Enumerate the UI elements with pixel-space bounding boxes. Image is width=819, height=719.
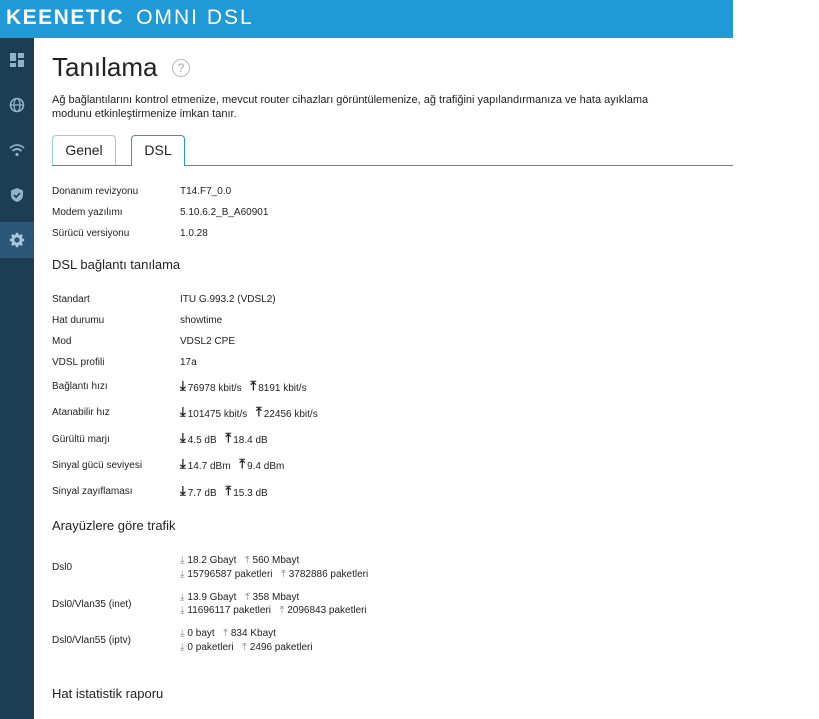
traffic-section-title: Arayüzlere göre trafik (52, 518, 176, 533)
info-label: Donanım revizyonu (52, 186, 139, 197)
traffic-interface-label: Dsl0/Vlan35 (inet) (52, 599, 132, 610)
upload-arrow-icon: ⤒ (281, 569, 286, 580)
info-value: T14.F7_0.0 (180, 186, 232, 197)
download-arrow-icon: ⤓ (180, 404, 186, 419)
download-arrow-icon: ⤓ (180, 456, 186, 471)
download-arrow-icon: ⤓ (180, 378, 186, 393)
upload-arrow-icon: ⤒ (279, 605, 285, 616)
traffic-bytes: ⤓ 13.9 Gbayt ⤒ 358 Mbayt (180, 592, 300, 603)
dsl-value: ITU G.993.2 (VDSL2) (180, 294, 276, 305)
metric-value: ⤓ 14.7 dBm ⤒ 9.4 dBm (180, 456, 285, 472)
dsl-value: showtime (180, 315, 223, 326)
globe-icon (9, 97, 25, 113)
metric-value: ⤓ 76978 kbit/s ⤒ 8191 kbit/s (180, 378, 307, 394)
metric-value: ⤓ 101475 kbit/s ⤒ 22456 kbit/s (180, 404, 318, 420)
dsl-label: VDSL profili (52, 357, 105, 368)
metric-label: Atanabilir hız (52, 407, 110, 418)
tab-dsl[interactable]: DSL (131, 135, 185, 166)
traffic-packets: ⤓ 0 paketleri ⤒ 2496 paketleri (180, 642, 313, 653)
sidebar-item-wifi[interactable] (0, 132, 34, 168)
top-bar (0, 0, 733, 38)
page-title: Tanılama (52, 52, 158, 82)
metric-value: ⤓ 7.7 dB ⤒ 15.3 dB (180, 483, 268, 499)
info-value: 1.0.28 (180, 228, 208, 239)
metric-label: Sinyal gücü seviyesi (52, 460, 143, 471)
help-icon[interactable]: ? (172, 59, 190, 77)
sidebar-item-settings[interactable] (0, 222, 34, 258)
upload-arrow-icon: ⤒ (242, 642, 247, 653)
traffic-packets: ⤓ 15796587 paketleri ⤒ 3782886 paketleri (180, 569, 369, 580)
info-label: Modem yazılımı (52, 207, 123, 218)
dsl-section-title: DSL bağlantı tanılama (52, 257, 181, 272)
tab-genel[interactable]: Genel (52, 135, 116, 165)
download-arrow-icon: ⤓ (180, 569, 185, 580)
download-arrow-icon: ⤓ (180, 592, 185, 603)
upload-arrow-icon: ⤒ (250, 378, 257, 393)
page-description: Ağ bağlantılarını kontrol etmenize, mevcut router cihazları görüntülemenize, ağ trafiğini yapılandırmanıza ve hata ayıklama modunu etkinleştirmenize imkan tanır. (52, 94, 649, 120)
upload-arrow-icon: ⤒ (223, 628, 228, 639)
traffic-interface-label: Dsl0/Vlan55 (iptv) (52, 635, 131, 646)
sidebar-item-dashboard[interactable] (0, 42, 34, 78)
upload-arrow-icon: ⤒ (225, 483, 232, 498)
gear-icon (9, 232, 25, 248)
brand-name: KEENETIC (6, 6, 125, 29)
upload-arrow-icon: ⤒ (256, 404, 262, 419)
info-value: 5.10.6.2_B_A60901 (180, 207, 269, 218)
report-section-title: Hat istatistik raporu (52, 686, 164, 701)
brand-logo[interactable] (6, 6, 254, 30)
tab-bar (52, 135, 733, 166)
metric-value: ⤓ 4.5 dB ⤒ 18.4 dB (180, 430, 268, 446)
dsl-label: Mod (52, 336, 72, 347)
dsl-value: 17a (180, 357, 197, 368)
dsl-value: VDSL2 CPE (180, 336, 236, 347)
download-arrow-icon: ⤓ (180, 555, 185, 566)
dashboard-icon (9, 52, 25, 68)
metric-label: Gürültü marjı (52, 434, 110, 445)
upload-arrow-icon: ⤒ (239, 456, 246, 471)
sidebar (0, 38, 34, 719)
upload-arrow-icon: ⤒ (225, 430, 232, 445)
sidebar-item-internet[interactable] (0, 87, 34, 123)
upload-arrow-icon: ⤒ (245, 592, 250, 603)
metric-label: Sinyal zayıflaması (52, 486, 133, 497)
traffic-bytes: ⤓ 18.2 Gbayt ⤒ 560 Mbayt (180, 555, 300, 566)
dsl-label: Hat durumu (52, 315, 105, 326)
metric-label: Bağlantı hızı (52, 381, 108, 392)
download-arrow-icon: ⤓ (180, 483, 186, 498)
shield-icon (9, 187, 25, 203)
traffic-bytes: ⤓ 0 bayt ⤒ 834 Kbayt (180, 628, 276, 639)
wifi-icon (9, 142, 25, 158)
upload-arrow-icon: ⤒ (245, 555, 250, 566)
download-arrow-icon: ⤓ (180, 605, 185, 616)
download-arrow-icon: ⤓ (180, 430, 186, 445)
sidebar-item-security[interactable] (0, 177, 34, 213)
download-arrow-icon: ⤓ (180, 642, 185, 653)
traffic-interface-label: Dsl0 (52, 562, 73, 573)
download-arrow-icon: ⤓ (180, 628, 185, 639)
traffic-packets: ⤓ 11696117 paketleri ⤒ 2096843 paketleri (180, 605, 367, 616)
dsl-label: Standart (52, 294, 90, 305)
brand-model: OMNI DSL (136, 6, 254, 29)
info-label: Sürücü versiyonu (52, 228, 130, 239)
